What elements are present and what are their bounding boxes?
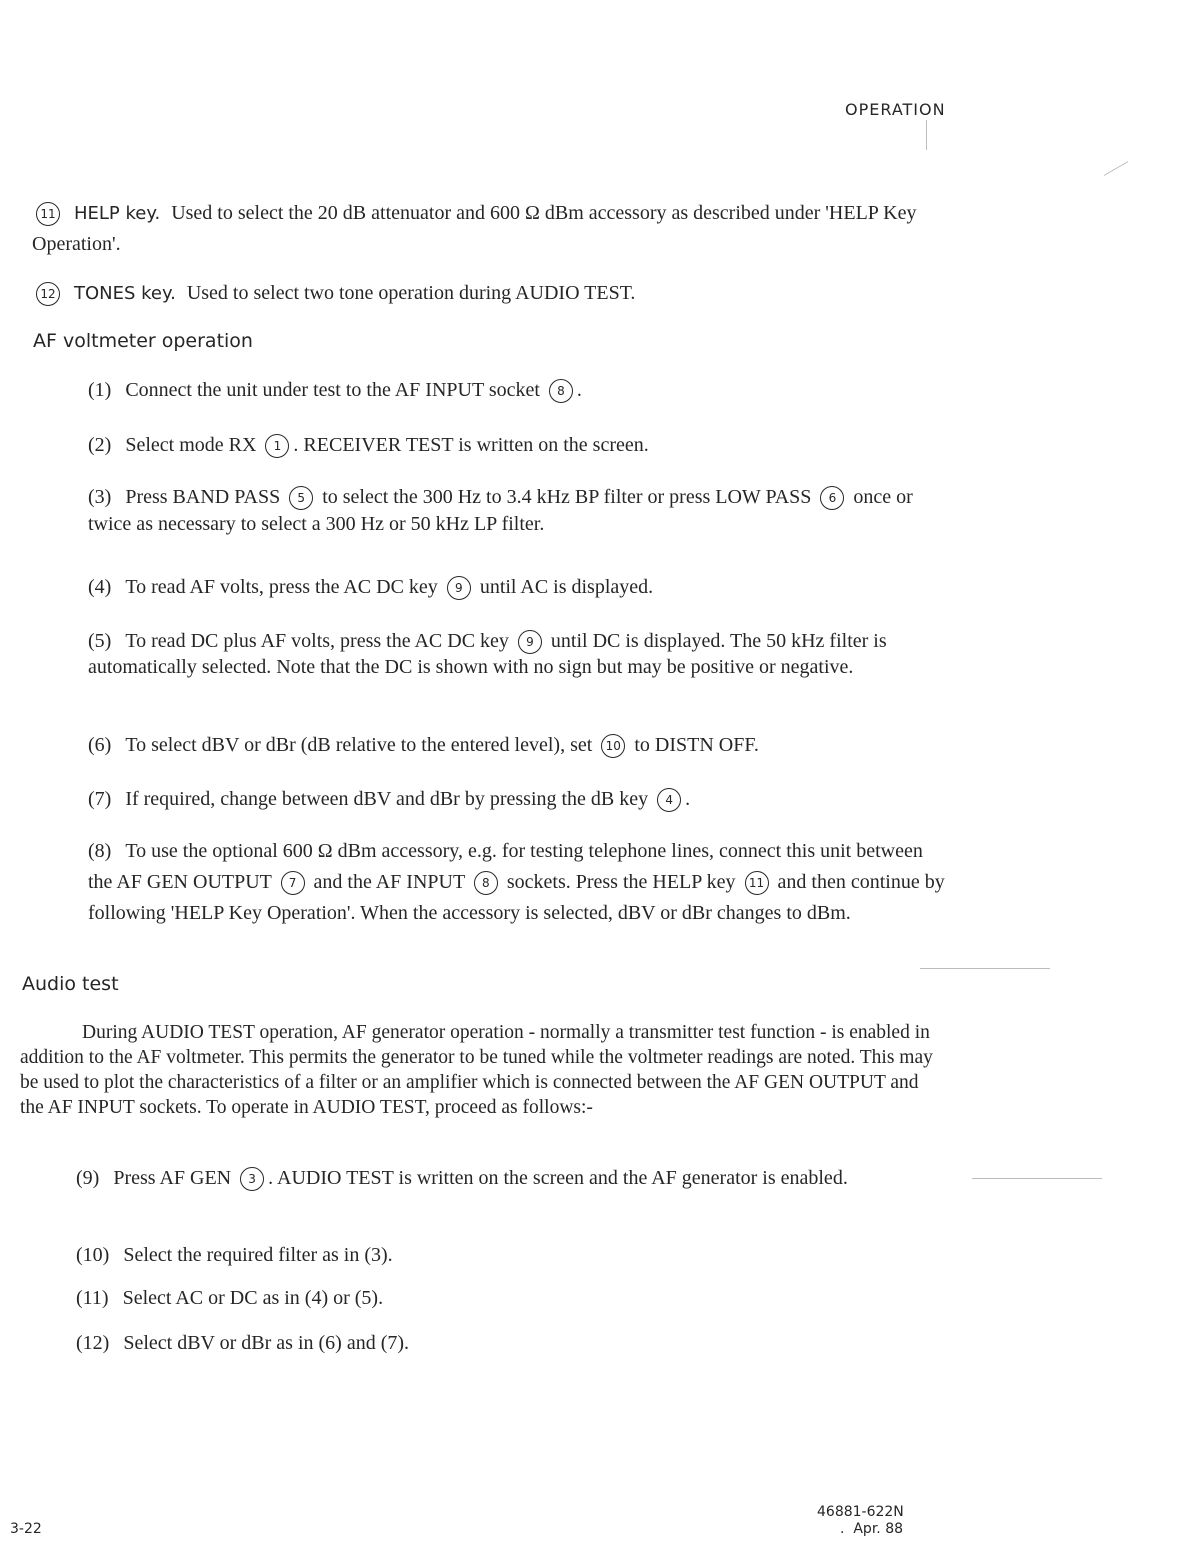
step-number: (1) (88, 379, 112, 401)
step-text: To read DC plus AF volts, press the AC DC key (125, 630, 509, 652)
step-3 (88, 484, 948, 538)
step-text: and the AF INPUT (313, 871, 465, 893)
step-number: (2) (88, 434, 112, 456)
control-circle: 4 (657, 788, 681, 812)
step-text: Press BAND PASS (125, 486, 281, 508)
step-text: To use the optional 600 Ω dBm accessory, e.g. for testing telephone lines, connect this unit between the AF GEN OUTPUT (88, 840, 923, 893)
step-text: Press AF GEN (113, 1167, 232, 1189)
step-number: (10) (76, 1244, 110, 1266)
step-text: until AC is displayed. (479, 576, 654, 598)
control-circle: 10 (601, 734, 625, 758)
document-date-value: Apr. 88 (853, 1521, 904, 1537)
step-text: . (576, 379, 582, 401)
step-9 (76, 1163, 956, 1194)
step-number: (12) (76, 1332, 110, 1354)
control-circle: 9 (447, 576, 471, 600)
key-description-tones (32, 278, 962, 309)
step-number: (9) (76, 1167, 100, 1189)
key-description-help (32, 198, 962, 260)
document-date: . Apr. 88 (840, 1521, 904, 1537)
control-circle: 3 (240, 1167, 264, 1191)
step-6 (88, 732, 948, 758)
step-number: (7) (88, 788, 112, 810)
step-text: to DISTN OFF. (634, 734, 759, 756)
step-2 (88, 432, 948, 458)
step-text: To read AF volts, press the AC DC key (125, 576, 438, 598)
control-circle: 9 (518, 630, 542, 654)
step-number: (3) (88, 486, 112, 508)
step-number: (5) (88, 630, 112, 652)
control-circle: 7 (281, 871, 305, 895)
step-text: . RECEIVER TEST is written on the screen. (293, 434, 649, 456)
key-number-circle: 12 (36, 282, 60, 306)
scan-mark (920, 968, 1050, 969)
step-number: (11) (76, 1287, 109, 1309)
audio-test-intro: During AUDIO TEST operation, AF generator operation - normally a transmitter test function - is enabled in addition to the AF voltmeter. This permits the generator to be tuned while the voltmeter readings are noted. This may be used to plot the characteristics of a filter or an amplifier which is connected between the AF GEN OUTPUT and the AF INPUT sockets. To operate in AUDIO TEST, proceed as follows:- (20, 1022, 933, 1118)
step-8 (88, 836, 948, 929)
control-circle: 8 (549, 379, 573, 403)
step-text: to select the 300 Hz to 3.4 kHz BP filter or press LOW PASS (322, 486, 812, 508)
step-text: Select AC or DC as in (4) or (5). (122, 1287, 384, 1309)
step-5 (88, 628, 948, 680)
control-circle: 5 (289, 486, 313, 510)
control-circle: 1 (265, 434, 289, 458)
step-10 (76, 1240, 956, 1271)
scan-mark (972, 1178, 1102, 1179)
key-name: HELP key. (74, 203, 161, 224)
control-circle: 11 (745, 871, 769, 895)
key-name: TONES key. (74, 283, 176, 304)
key-text: Used to select two tone operation during AUDIO TEST. (186, 282, 636, 304)
step-text: If required, change between dBV and dBr by pressing the dB key (125, 788, 649, 810)
step-number: (4) (88, 576, 112, 598)
step-text: Select mode RX (125, 434, 257, 456)
control-circle: 6 (820, 486, 844, 510)
step-text: and then continue by following 'HELP Key Operation'. When the accessory is selected, dBV or dBr changes to dBm. (88, 871, 945, 924)
step-7 (88, 786, 948, 812)
step-text: . (685, 788, 691, 810)
step-12 (76, 1328, 956, 1359)
control-circle: 8 (474, 871, 498, 895)
document-number: 46881-622N (817, 1504, 904, 1520)
step-text: Select dBV or dBr as in (6) and (7). (123, 1332, 410, 1354)
scan-mark (926, 120, 927, 150)
step-text: Connect the unit under test to the AF INPUT socket (125, 379, 540, 401)
step-text: . AUDIO TEST is written on the screen and the AF generator is enabled. (268, 1167, 848, 1189)
key-text: Used to select the 20 dB attenuator and 600 Ω dBm accessory as described under 'HELP Key Operation'. (32, 202, 917, 255)
step-text: once or twice as necessary to select a 300 Hz or 50 kHz LP filter. (88, 486, 913, 535)
page-header: OPERATION (845, 100, 946, 119)
step-text: until DC is displayed. The 50 kHz filter is automatically selected. Note that the DC is shown with no sign but may be positive or negative. (88, 630, 887, 679)
step-number: (6) (88, 734, 112, 756)
step-text: To select dBV or dBr (dB relative to the entered level), set (125, 734, 593, 756)
section-heading-audio-test: Audio test (22, 973, 119, 995)
step-1 (88, 377, 948, 403)
section-heading-af-voltmeter: AF voltmeter operation (33, 330, 253, 352)
step-11 (76, 1283, 956, 1314)
step-4 (88, 574, 948, 600)
scan-mark (1104, 161, 1129, 176)
key-number-circle: 11 (36, 202, 60, 226)
page-number: 3-22 (10, 1521, 42, 1537)
step-text: Select the required filter as in (3). (123, 1244, 393, 1266)
step-text: sockets. Press the HELP key (506, 871, 736, 893)
step-number: (8) (88, 840, 112, 862)
